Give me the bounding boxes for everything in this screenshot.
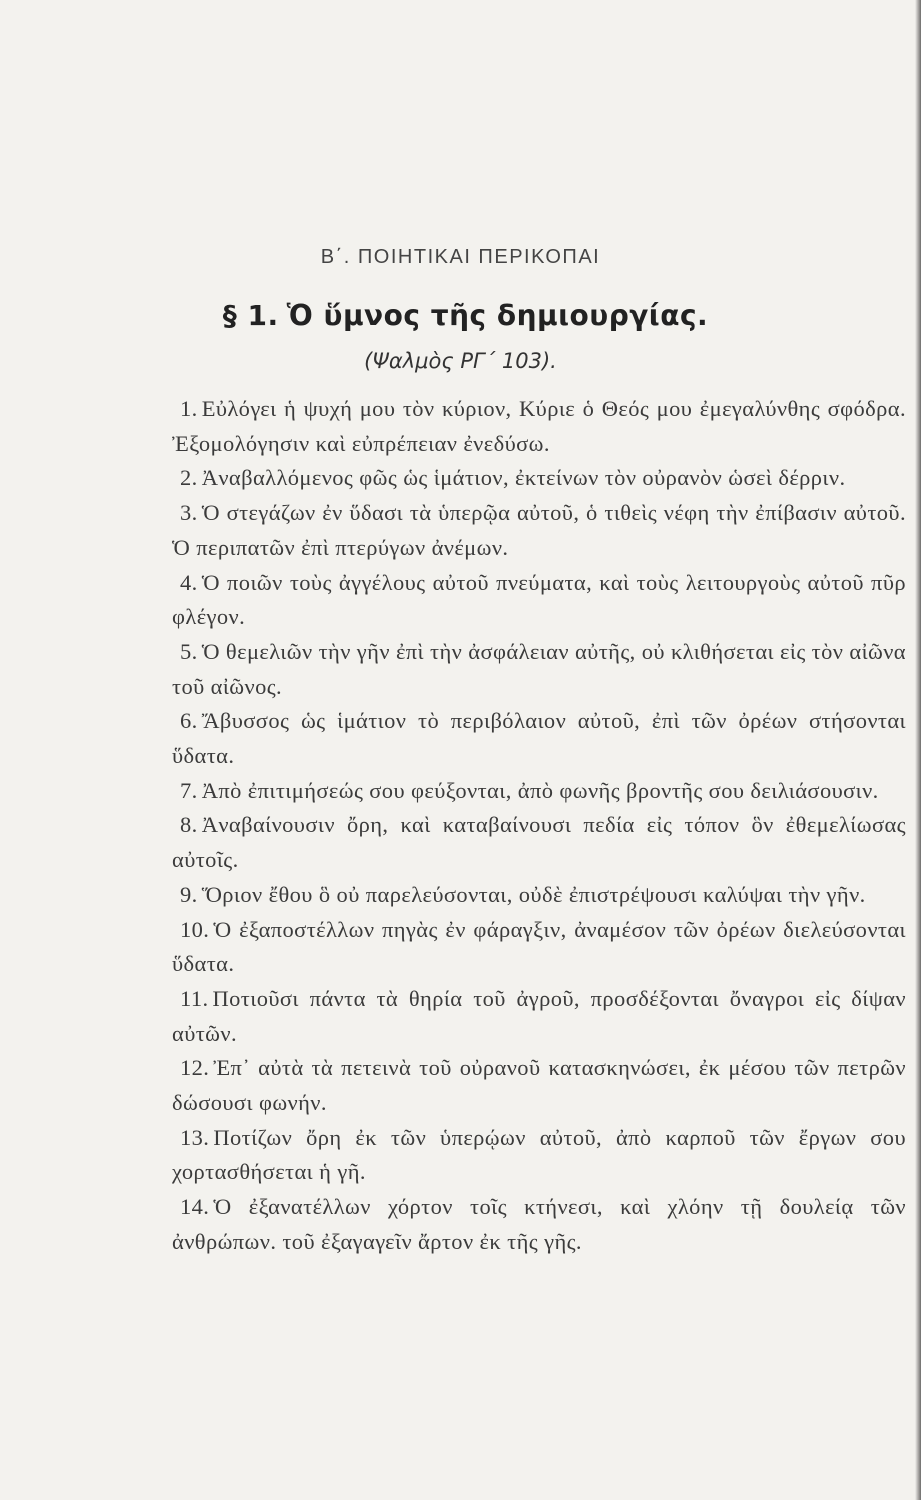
- hymn-title-text: Ὁ ὕμνος τῆς δημιουργίας.: [286, 299, 709, 332]
- hymn-title: [0, 299, 921, 332]
- section-heading: Β΄. ΠΟΙΗΤΙΚΑΙ ΠΕΡΙΚΟΠΑΙ: [320, 246, 601, 268]
- verse-text: Ὁ ἐξανατέλλων χόρτον τοῖς κτήνεσι, καὶ χλόην τῇ δουλείᾳ τῶν ἀνθρώπων. τοῦ ἐξαγαγεῖν ἄρτον ἐκ τῆς γῆς.: [172, 1194, 906, 1254]
- verse-text: Ποτίζων ὄρη ἐκ τῶν ὑπερῴων αὐτοῦ, ἀπὸ καρποῦ τῶν ἔργων σου χορτασθήσεται ἡ γῆ.: [172, 1124, 906, 1185]
- verse-text: Ἀναβαίνουσιν ὄρη, καὶ καταβαίνουσι πεδία εἰς τόπον ὃν ἐθεμελίωσας αὐτοῖς.: [172, 812, 906, 873]
- verse-text: Ὁ θεμελιῶν τὴν γῆν ἐπὶ τὴν ἀσφάλειαν αὐτῆς, οὐ κλιθήσεται εἰς τὸν αἰῶνα τοῦ αἰῶνος.: [172, 638, 906, 699]
- verse-number: 5.: [180, 638, 198, 664]
- verse-text: Ποτιοῦσι πάντα τὰ θηρία τοῦ ἀγροῦ, προσδέξονται ὄναγροι εἰς δίψαν αὐτῶν.: [172, 985, 906, 1046]
- verse: [172, 704, 906, 773]
- verse: [172, 566, 906, 635]
- verse-number: 12.: [180, 1055, 210, 1081]
- verse: [172, 913, 906, 982]
- verse-number: 8.: [180, 812, 198, 838]
- verse-text: Εὐλόγει ἡ ψυχή μου τὸν κύριον, Κύριε ὁ Θεός μου ἐμεγαλύνθης σφόδρα. Ἐξομολόγησιν καὶ εὐπρέπειαν ἐνεδύσω.: [172, 396, 906, 456]
- verse-number: 10.: [180, 916, 210, 942]
- verse: [172, 635, 906, 704]
- verse-list: [172, 392, 906, 1260]
- verse-text: Ὁ στεγάζων ἐν ὕδασι τὰ ὑπερῷα αὐτοῦ, ὁ τιθεὶς νέφη τὴν ἐπίβασιν αὐτοῦ. Ὁ περιπατῶν ἐπὶ πτερύγων ἀνέμων.: [172, 500, 906, 560]
- verse-text: Ἀπὸ ἐπιτιμήσεώς σου φεύξονται, ἀπὸ φωνῆς βροντῆς σου δειλιάσουσιν.: [201, 777, 879, 803]
- verse-number: 2.: [180, 465, 198, 491]
- verse-text: Ἀναβαλλόμενος φῶς ὡς ἱμάτιον, ἐκτείνων τὸν οὐρανὸν ὡσεὶ δέρριν.: [201, 465, 846, 491]
- verse-text: Ὅριον ἔθου ὃ οὐ παρελεύσονται, οὐδὲ ἐπιστρέψουσι καλύψαι τὴν γῆν.: [201, 881, 866, 907]
- verse-number: 14.: [180, 1194, 210, 1220]
- verse: [172, 1190, 906, 1259]
- hymn-number: § 1.: [222, 299, 279, 332]
- verse-number: 13.: [180, 1124, 210, 1150]
- verse-number: 3.: [180, 500, 198, 526]
- verse-number: 11.: [180, 985, 209, 1011]
- verse-number: 1.: [180, 396, 198, 421]
- verse-number: 4.: [180, 569, 198, 595]
- verse: [172, 392, 906, 461]
- verse: [172, 461, 906, 496]
- verse-number: 6.: [180, 708, 198, 734]
- verse-text: Ὁ ποιῶν τοὺς ἀγγέλους αὐτοῦ πνεύματα, καὶ τοὺς λειτουργοὺς αὐτοῦ πῦρ φλέγον.: [172, 569, 906, 630]
- verse: [172, 1121, 906, 1190]
- verse-text: Ἄβυσσος ὡς ἱμάτιον τὸ περιβόλαιον αὐτοῦ, ἐπὶ τῶν ὀρέων στήσονται ὕδατα.: [172, 708, 906, 769]
- verse: [172, 1051, 906, 1120]
- psalm-reference: (Ψαλμὸς ΡΓ΄ 103).: [364, 349, 557, 373]
- verse: [172, 808, 906, 877]
- verse-text: Ὁ ἐξαποστέλλων πηγὰς ἐν φάραγξιν, ἀναμέσον τῶν ὀρέων διελεύσονται ὕδατα.: [172, 916, 906, 977]
- verse-number: 9.: [180, 881, 198, 907]
- verse-number: 7.: [180, 777, 198, 803]
- verse: [172, 982, 906, 1051]
- verse: [172, 878, 906, 913]
- verse-text: Ἐπ᾽ αὐτὰ τὰ πετεινὰ τοῦ οὐρανοῦ κατασκηνώσει, ἐκ μέσου τῶν πετρῶν δώσουσι φωνήν.: [172, 1055, 906, 1116]
- verse: [172, 774, 906, 809]
- verse: [172, 496, 906, 565]
